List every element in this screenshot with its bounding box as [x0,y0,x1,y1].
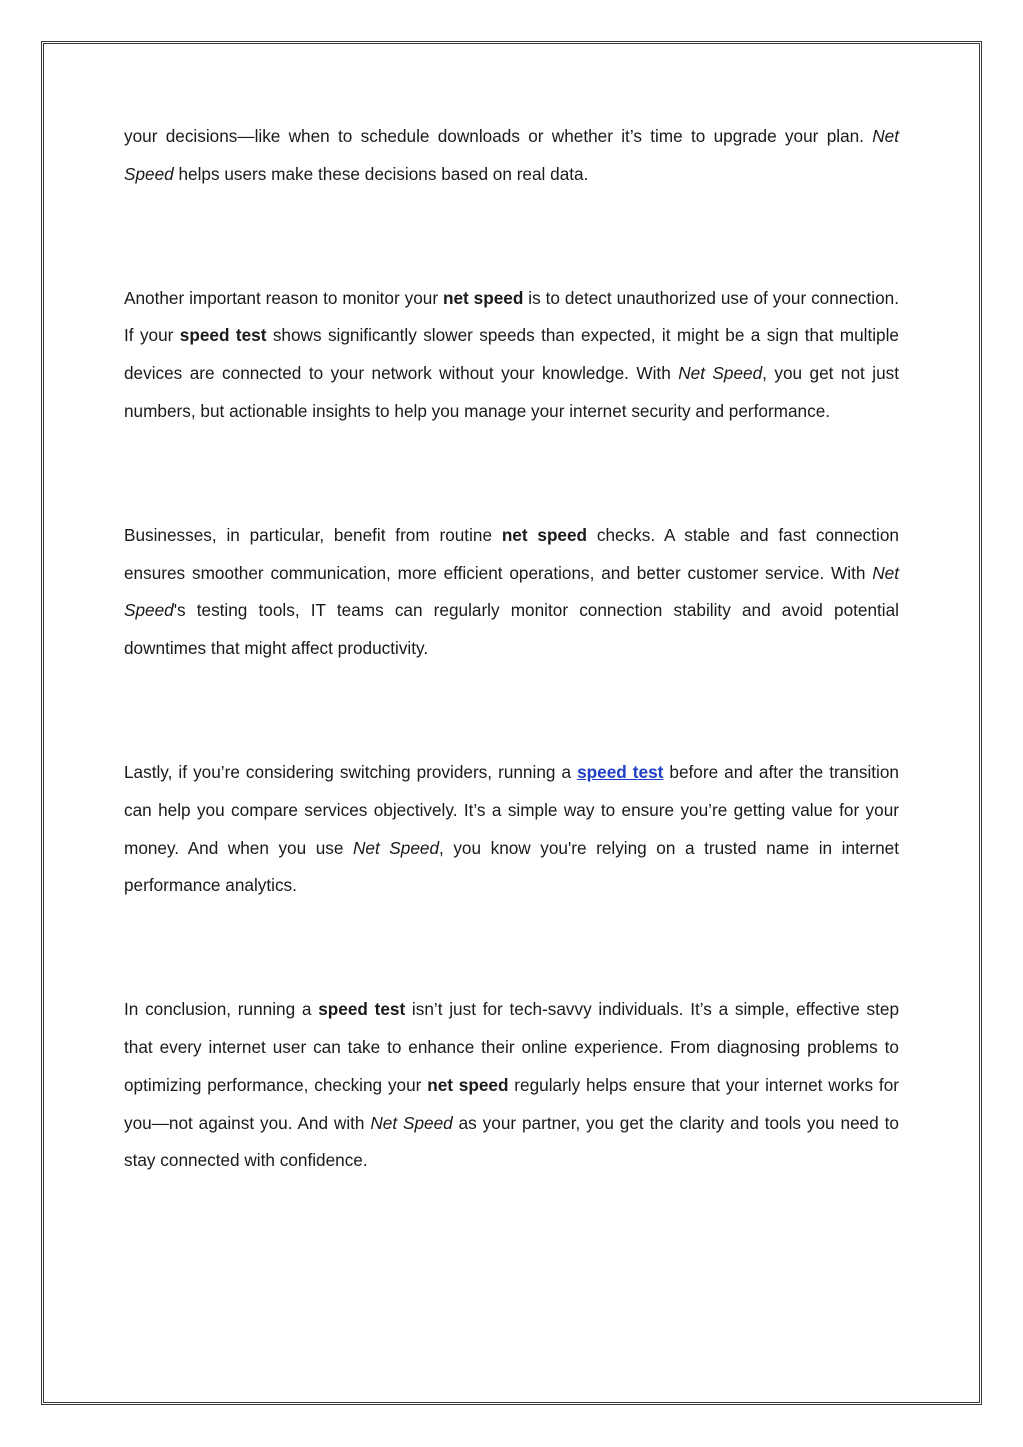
paragraph-unauthorized-use [124,280,899,431]
paragraph-switching-providers [124,754,899,905]
text-segment: shows significantly slower speeds than expected, it might be a sign that multiple devices are connected to your network without your knowledge. With [124,325,899,384]
paragraph-conclusion [124,991,899,1180]
keyword-bold: speed test [179,325,267,346]
brand-name-italic: Net Speed [124,562,899,621]
speed-test-link[interactable]: speed test [577,761,664,782]
brand-name-italic: Net Speed [370,1112,453,1133]
paragraph-decisions [124,118,899,194]
text-segment: checks. A stable and fast connection ensures smoother communication, more efficient operations, and better customer service. With [124,524,899,583]
text-segment: isn’t just for tech-savvy individuals. It’s a simple, effective step that every internet user can take to enhance their online experience. From diagnosing problems to optimizing performance, checking your [124,999,899,1095]
paragraph-businesses [124,517,899,668]
brand-name-italic: Net Speed [678,363,763,384]
text-segment: Lastly, if you’re considering switching providers, running a [124,761,578,782]
brand-name-italic: Net Speed [124,126,899,184]
text-segment: helps users make these decisions based on real data. [173,163,589,184]
text-segment: as your partner, you get the clarity and tools you need to stay connected with confidence. [124,1112,899,1171]
keyword-bold: net speed [427,1074,509,1095]
document-body [124,118,899,1180]
text-segment: , you get not just numbers, but actionable insights to help you manage your internet security and performance. [124,363,900,421]
keyword-bold: net speed [442,287,524,308]
brand-name-italic: Net Speed [353,837,439,858]
text-segment: Another important reason to monitor your [124,287,443,308]
keyword-bold: speed test [318,999,406,1020]
text-segment: Businesses, in particular, benefit from routine [124,524,502,545]
text-segment: before and after the transition can help you compare services objectively. It’s a simple way to ensure you’re getting value for your money. And when you use [124,761,899,858]
text-segment: is to detect unauthorized use of your connection. If your [124,287,899,346]
text-segment: In conclusion, running a [124,999,319,1020]
text-segment: your decisions—like when to schedule downloads or whether it’s time to upgrade your plan. [124,126,873,146]
text-segment: regularly helps ensure that your internet works for you—not against you. And with [124,1074,899,1133]
keyword-bold: net speed [501,524,588,545]
text-segment: 's testing tools, IT teams can regularly monitor connection stability and avoid potential downtimes that might affect productivity. [124,600,899,659]
text-segment: , you know you're relying on a trusted name in internet performance analytics. [124,837,899,896]
